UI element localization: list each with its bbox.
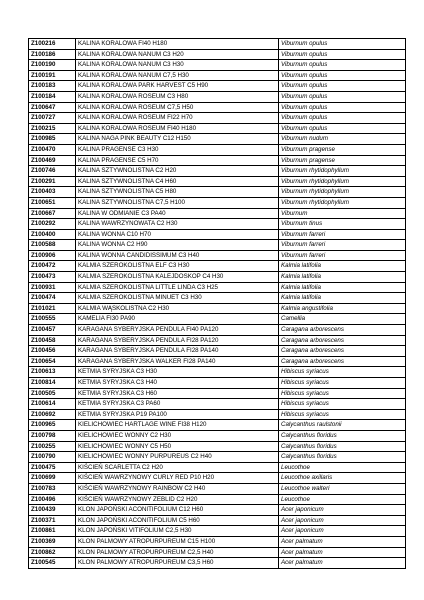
product-name-cell: KALINA KORALOWA NANUM C3 H30	[76, 60, 279, 71]
latin-name-cell: Viburnum rhytidophyllum	[279, 187, 406, 198]
table-row	[29, 229, 406, 240]
table-row	[29, 441, 406, 452]
product-name-cell: KALINA W ODMIANIE C3 PA40	[76, 208, 279, 219]
product-code-cell: Z100699	[29, 473, 76, 484]
product-name-cell: KALMIA SZEROKOLISTNA KALEJDOSKOP C4 H30	[76, 272, 279, 283]
table-row	[29, 399, 406, 410]
product-code-cell: Z100475	[29, 462, 76, 473]
table-row	[29, 91, 406, 102]
latin-name-cell: Viburnum tinus	[279, 219, 406, 230]
product-code-cell: Z100647	[29, 102, 76, 113]
table-row	[29, 462, 406, 473]
table-row	[29, 303, 406, 314]
latin-name-cell: Viburnum opulus	[279, 113, 406, 124]
product-name-cell: KALINA WAWRZYNOWATA C2 H30	[76, 219, 279, 230]
table-row	[29, 272, 406, 283]
product-name-cell: KIŚCIEŃ WAWRZYNOWY ZEBLID C2 H20	[76, 494, 279, 505]
product-code-cell: Z100545	[29, 558, 76, 569]
product-name-cell: KALINA NAGA PINK BEAUTY C12 H150	[76, 134, 279, 145]
product-code-cell: Z100186	[29, 49, 76, 60]
table-row	[29, 219, 406, 230]
product-name-cell: KALINA PRAGENSE C3 H30	[76, 144, 279, 155]
product-code-cell: Z100746	[29, 166, 76, 177]
product-code-cell: Z100456	[29, 346, 76, 357]
product-code-cell: Z100814	[29, 378, 76, 389]
table-row	[29, 430, 406, 441]
product-name-cell: KETMIA SYRYJSKA P19 PA100	[76, 409, 279, 420]
latin-name-cell: Hibiscus syriacus	[279, 378, 406, 389]
latin-name-cell: Hibiscus syriacus	[279, 367, 406, 378]
product-name-cell: KIELICHOWIEC WONNY PURPUREUS C2 H40	[76, 452, 279, 463]
latin-name-cell: Caragana arborescens	[279, 335, 406, 346]
product-code-cell: Z100588	[29, 240, 76, 251]
product-code-cell: Z100555	[29, 314, 76, 325]
table-row	[29, 102, 406, 113]
product-code-cell: Z101021	[29, 303, 76, 314]
product-name-cell: KIŚCIEŃ WAWRZYNOWY CURLY RED P10 H20	[76, 473, 279, 484]
latin-name-cell: Acer palmatum	[279, 536, 406, 547]
table-row	[29, 81, 406, 92]
latin-name-cell: Kalmia latifolia	[279, 261, 406, 272]
product-name-cell: KALMIA SZEROKOLISTNA ELF C3 H30	[76, 261, 279, 272]
product-name-cell: KALMIA SZEROKOLISTNA LITTLE LINDA C3 H25	[76, 282, 279, 293]
table-row	[29, 356, 406, 367]
latin-name-cell: Kalmia latifolia	[279, 272, 406, 283]
product-name-cell: KARAGANA SYBERYJSKA PENDULA FI28 PA120	[76, 335, 279, 346]
table-row	[29, 113, 406, 124]
table-row	[29, 547, 406, 558]
product-code-cell: Z100654	[29, 356, 76, 367]
latin-name-cell: Viburnum rhytidophyllum	[279, 176, 406, 187]
product-code-cell: Z100191	[29, 70, 76, 81]
latin-name-cell: Viburnum opulus	[279, 91, 406, 102]
product-name-cell: KIELICHOWIEC HARTLAGE WINE FI38 H120	[76, 420, 279, 431]
product-code-cell: Z100457	[29, 325, 76, 336]
product-name-cell: KARAGANA SYBERYJSKA PENDULA FI40 PA120	[76, 325, 279, 336]
table-row	[29, 39, 406, 50]
product-name-cell: KIŚCIEŃ SCARLETTA C2 H20	[76, 462, 279, 473]
latin-name-cell: Viburnum opulus	[279, 81, 406, 92]
latin-name-cell: Viburnum farreri	[279, 229, 406, 240]
plant-table	[28, 38, 406, 569]
product-name-cell: KETMIA SYRYJSKA C3 PA60	[76, 399, 279, 410]
product-name-cell: KETMIA SYRYJSKA C3 H40	[76, 378, 279, 389]
latin-name-cell: Viburnum opulus	[279, 39, 406, 50]
latin-name-cell: Viburnum pragense	[279, 144, 406, 155]
product-code-cell: Z100371	[29, 515, 76, 526]
product-code-cell: Z100985	[29, 134, 76, 145]
product-name-cell: KALINA KORALOWA NANUM C3 H20	[76, 49, 279, 60]
product-name-cell: KALINA SZTYWNOLISTNA C7,5 H100	[76, 197, 279, 208]
latin-name-cell: Kalmia latifolia	[279, 293, 406, 304]
latin-name-cell: Viburnum opulus	[279, 123, 406, 134]
product-code-cell: Z100783	[29, 483, 76, 494]
table-row	[29, 314, 406, 325]
latin-name-cell: Hibiscus syriacus	[279, 388, 406, 399]
table-row	[29, 49, 406, 60]
latin-name-cell: Acer japonicum	[279, 526, 406, 537]
product-code-cell: Z100861	[29, 526, 76, 537]
latin-name-cell: Hibiscus syriacus	[279, 399, 406, 410]
latin-name-cell: Calycanthus raulstonii	[279, 420, 406, 431]
latin-name-cell: Caragana arborescens	[279, 346, 406, 357]
table-row	[29, 483, 406, 494]
table-row	[29, 452, 406, 463]
product-code-cell: Z100798	[29, 430, 76, 441]
product-code-cell: Z100906	[29, 250, 76, 261]
latin-name-cell: Kalmia angustifolia	[279, 303, 406, 314]
table-row	[29, 420, 406, 431]
product-code-cell: Z100614	[29, 399, 76, 410]
latin-name-cell: Acer japonicum	[279, 505, 406, 516]
product-name-cell: KALINA KORALOWA ROSEUM C7,5 H50	[76, 102, 279, 113]
product-name-cell: KLON PALMOWY ATROPURPUREUM C15 H100	[76, 536, 279, 547]
table-row	[29, 197, 406, 208]
latin-name-cell: Viburnum rhytidophyllum	[279, 166, 406, 177]
table-row	[29, 473, 406, 484]
product-code-cell: Z100667	[29, 208, 76, 219]
table-row	[29, 176, 406, 187]
product-code-cell: Z100215	[29, 123, 76, 134]
product-code-cell: Z100292	[29, 219, 76, 230]
product-code-cell: Z100190	[29, 60, 76, 71]
latin-name-cell: Viburnum	[279, 208, 406, 219]
product-name-cell: KALINA KORALOWA PARK HARVEST C5 H90	[76, 81, 279, 92]
table-row	[29, 240, 406, 251]
latin-name-cell: Viburnum farreri	[279, 240, 406, 251]
latin-name-cell: Camellia	[279, 314, 406, 325]
product-code-cell: Z100469	[29, 155, 76, 166]
product-code-cell: Z100862	[29, 547, 76, 558]
product-name-cell: KIELICHOWIEC WONNY C5 H50	[76, 441, 279, 452]
table-row	[29, 335, 406, 346]
latin-name-cell: Acer palmatum	[279, 558, 406, 569]
product-code-cell: Z100931	[29, 282, 76, 293]
table-row	[29, 494, 406, 505]
table-row	[29, 526, 406, 537]
product-name-cell: KAMELIA FI30 PA90	[76, 314, 279, 325]
table-row	[29, 250, 406, 261]
product-code-cell: Z100727	[29, 113, 76, 124]
product-name-cell: KALINA KORALOWA ROSEUM FI22 H70	[76, 113, 279, 124]
product-name-cell: KALMIA SZEROKOLISTNA MINUET C3 H30	[76, 293, 279, 304]
product-name-cell: KIŚCIEŃ WAWRZYNOWY RAINBOW C2 H40	[76, 483, 279, 494]
product-code-cell: Z100403	[29, 187, 76, 198]
product-code-cell: Z100613	[29, 367, 76, 378]
latin-name-cell: Viburnum nudum	[279, 134, 406, 145]
product-code-cell: Z100291	[29, 176, 76, 187]
product-name-cell: KALINA KORALOWA FI40 H180	[76, 39, 279, 50]
product-name-cell: KALINA PRAGENSE C5 H70	[76, 155, 279, 166]
product-code-cell: Z100692	[29, 409, 76, 420]
product-code-cell: Z100474	[29, 293, 76, 304]
product-code-cell: Z100496	[29, 494, 76, 505]
product-name-cell: KLON JAPOŃSKI VITIFOLIUM C2,5 H30	[76, 526, 279, 537]
product-code-cell: Z100473	[29, 272, 76, 283]
product-code-cell: Z100369	[29, 536, 76, 547]
latin-name-cell: Viburnum opulus	[279, 60, 406, 71]
product-name-cell: KLON JAPOŃSKI ACONITIFOLIUM C12 H60	[76, 505, 279, 516]
latin-name-cell: Viburnum opulus	[279, 102, 406, 113]
product-code-cell: Z100965	[29, 420, 76, 431]
product-code-cell: Z100505	[29, 388, 76, 399]
product-code-cell: Z100439	[29, 505, 76, 516]
latin-name-cell: Leucothoe	[279, 494, 406, 505]
product-code-cell: Z100255	[29, 441, 76, 452]
latin-name-cell: Calycanthus floridus	[279, 452, 406, 463]
product-name-cell: KLON JAPOŃSKI ACONITIFOLIUM C5 H60	[76, 515, 279, 526]
table-row	[29, 558, 406, 569]
plant-table-body	[29, 39, 406, 569]
table-row	[29, 388, 406, 399]
product-name-cell: KALINA KORALOWA ROSEUM C3 H80	[76, 91, 279, 102]
table-row	[29, 70, 406, 81]
table-row	[29, 282, 406, 293]
product-name-cell: KALINA WONNA C10 H70	[76, 229, 279, 240]
latin-name-cell: Caragana arborescens	[279, 325, 406, 336]
product-name-cell: KIELICHOWIEC WONNY C2 H30	[76, 430, 279, 441]
product-name-cell: KLON PALMOWY ATROPURPUREUM C3,5 H60	[76, 558, 279, 569]
table-row	[29, 155, 406, 166]
product-code-cell: Z100790	[29, 452, 76, 463]
product-code-cell: Z100470	[29, 144, 76, 155]
table-row	[29, 367, 406, 378]
product-name-cell: KETMIA SYRYJSKA C3 H30	[76, 367, 279, 378]
table-row	[29, 409, 406, 420]
latin-name-cell: Viburnum opulus	[279, 70, 406, 81]
table-row	[29, 346, 406, 357]
latin-name-cell: Acer palmatum	[279, 547, 406, 558]
latin-name-cell: Calycanthus floridus	[279, 430, 406, 441]
latin-name-cell: Calycanthus floridus	[279, 441, 406, 452]
product-name-cell: KARAGANA SYBERYJSKA PENDULA FI28 PA140	[76, 346, 279, 357]
product-name-cell: KALINA WONNA C2 H90	[76, 240, 279, 251]
latin-name-cell: Hibiscus syriacus	[279, 409, 406, 420]
latin-name-cell: Acer japonicum	[279, 515, 406, 526]
product-name-cell: KALINA SZTYWNOLISTNA C4 H60	[76, 176, 279, 187]
table-row	[29, 505, 406, 516]
table-row	[29, 166, 406, 177]
product-name-cell: KALINA WONNA CANDIDISSIMUM C3 H40	[76, 250, 279, 261]
product-name-cell: KLON PALMOWY ATROPURPUREUM C2,5 H40	[76, 547, 279, 558]
latin-name-cell: Kalmia latifolia	[279, 282, 406, 293]
product-name-cell: KALINA SZTYWNOLISTNA C2 H20	[76, 166, 279, 177]
table-row	[29, 293, 406, 304]
latin-name-cell: Viburnum farreri	[279, 250, 406, 261]
table-row	[29, 515, 406, 526]
latin-name-cell: Viburnum rhytidophyllum	[279, 197, 406, 208]
latin-name-cell: Viburnum pragense	[279, 155, 406, 166]
table-row	[29, 261, 406, 272]
product-code-cell: Z100458	[29, 335, 76, 346]
product-code-cell: Z100472	[29, 261, 76, 272]
product-name-cell: KALMIA WĄSKOLISTNA C2 H30	[76, 303, 279, 314]
table-row	[29, 536, 406, 547]
latin-name-cell: Leucothoe	[279, 462, 406, 473]
product-name-cell: KALINA KORALOWA NANUM C7,5 H30	[76, 70, 279, 81]
table-row	[29, 325, 406, 336]
price-list-sheet	[28, 38, 400, 569]
table-row	[29, 144, 406, 155]
table-row	[29, 187, 406, 198]
latin-name-cell: Viburnum opulus	[279, 49, 406, 60]
latin-name-cell: Leucothoe axillaris	[279, 473, 406, 484]
product-code-cell: Z100216	[29, 39, 76, 50]
table-row	[29, 134, 406, 145]
product-code-cell: Z100400	[29, 229, 76, 240]
product-code-cell: Z100651	[29, 197, 76, 208]
product-code-cell: Z100184	[29, 91, 76, 102]
product-name-cell: KETMIA SYRYJSKA C3 H60	[76, 388, 279, 399]
product-name-cell: KALINA KORALOWA ROSEUM FI40 H180	[76, 123, 279, 134]
table-row	[29, 378, 406, 389]
table-row	[29, 60, 406, 71]
table-row	[29, 123, 406, 134]
product-name-cell: KARAGANA SYBERYJSKA WALKER FI28 PA140	[76, 356, 279, 367]
product-name-cell: KALINA SZTYWNOLISTNA C5 H80	[76, 187, 279, 198]
product-code-cell: Z100183	[29, 81, 76, 92]
latin-name-cell: Caragana arborescens	[279, 356, 406, 367]
table-row	[29, 208, 406, 219]
latin-name-cell: Leucothoe walteri	[279, 483, 406, 494]
